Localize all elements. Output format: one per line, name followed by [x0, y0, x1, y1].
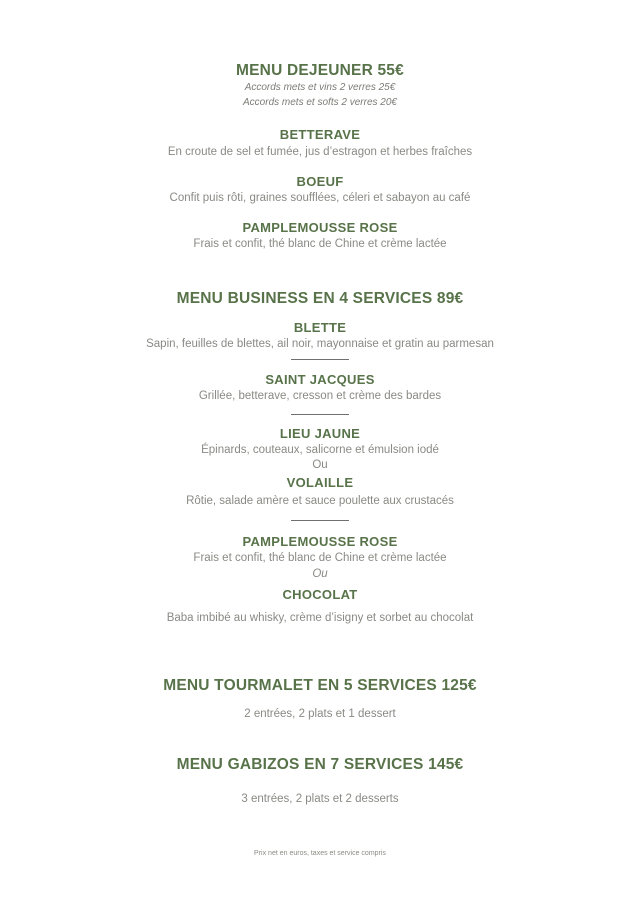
menu-tourmalet-title: MENU TOURMALET EN 5 SERVICES 125€ — [163, 677, 477, 694]
dish-name-saint-jacques: SAINT JACQUES — [265, 372, 375, 387]
dish-desc-chocolat: Baba imbibé au whisky, crème d’isigny et sorbet au chocolat — [166, 612, 474, 624]
menu-gabizos-desc: 3 entrées, 2 plats et 2 desserts — [241, 793, 399, 805]
dish-desc-betterave: En croute de sel et fumée, jus d’estragon et herbes fraîches — [167, 146, 473, 158]
or-separator: Ou — [312, 568, 328, 580]
price-footnote: Prix net en euros, taxes et service compris — [254, 850, 386, 857]
dish-desc-saint-jacques: Grillée, betterave, cresson et crème des bardes — [198, 390, 442, 402]
dish-desc-boeuf: Confit puis rôti, graines soufflées, céleri et sabayon au café — [169, 192, 471, 204]
dish-desc-volaille: Rôtie, salade amère et sauce poulette aux crustacés — [186, 495, 454, 507]
dish-name-pamplemousse-rose: PAMPLEMOUSSE ROSE — [242, 534, 398, 549]
or-separator: Ou — [312, 459, 328, 471]
dish-name-betterave: BETTERAVE — [279, 127, 361, 142]
dish-name-blette: BLETTE — [293, 320, 347, 335]
course-separator — [291, 520, 349, 521]
menu-dejeuner-title: MENU DEJEUNER 55€ — [236, 62, 404, 79]
menu-tourmalet-desc: 2 entrées, 2 plats et 1 dessert — [244, 708, 396, 720]
dish-name-boeuf: BOEUF — [296, 174, 344, 189]
menu-gabizos-title: MENU GABIZOS EN 7 SERVICES 145€ — [176, 756, 464, 773]
dish-desc-blette: Sapin, feuilles de blettes, ail noir, mayonnaise et gratin au parmesan — [146, 338, 494, 350]
dish-desc-pamplemousse: Frais et confit, thé blanc de Chine et crème lactée — [193, 238, 447, 250]
dish-name-lieu-jaune: LIEU JAUNE — [279, 426, 361, 441]
dish-desc-pamplemousse-rose: Frais et confit, thé blanc de Chine et crème lactée — [193, 552, 447, 564]
soft-pairing-text: Accords mets et softs 2 verres 20€ — [243, 97, 397, 108]
dish-name-chocolat: CHOCOLAT — [282, 587, 358, 602]
wine-pairing-text: Accords mets et vins 2 verres 25€ — [244, 82, 396, 93]
menu-business-title: MENU BUSINESS EN 4 SERVICES 89€ — [176, 290, 464, 307]
dish-name-volaille: VOLAILLE — [286, 475, 354, 490]
dish-name-pamplemousse: PAMPLEMOUSSE ROSE — [242, 220, 398, 235]
course-separator — [291, 359, 349, 360]
course-separator — [291, 414, 349, 415]
dish-desc-lieu-jaune: Épinards, couteaux, salicorne et émulsion iodé — [201, 444, 439, 456]
